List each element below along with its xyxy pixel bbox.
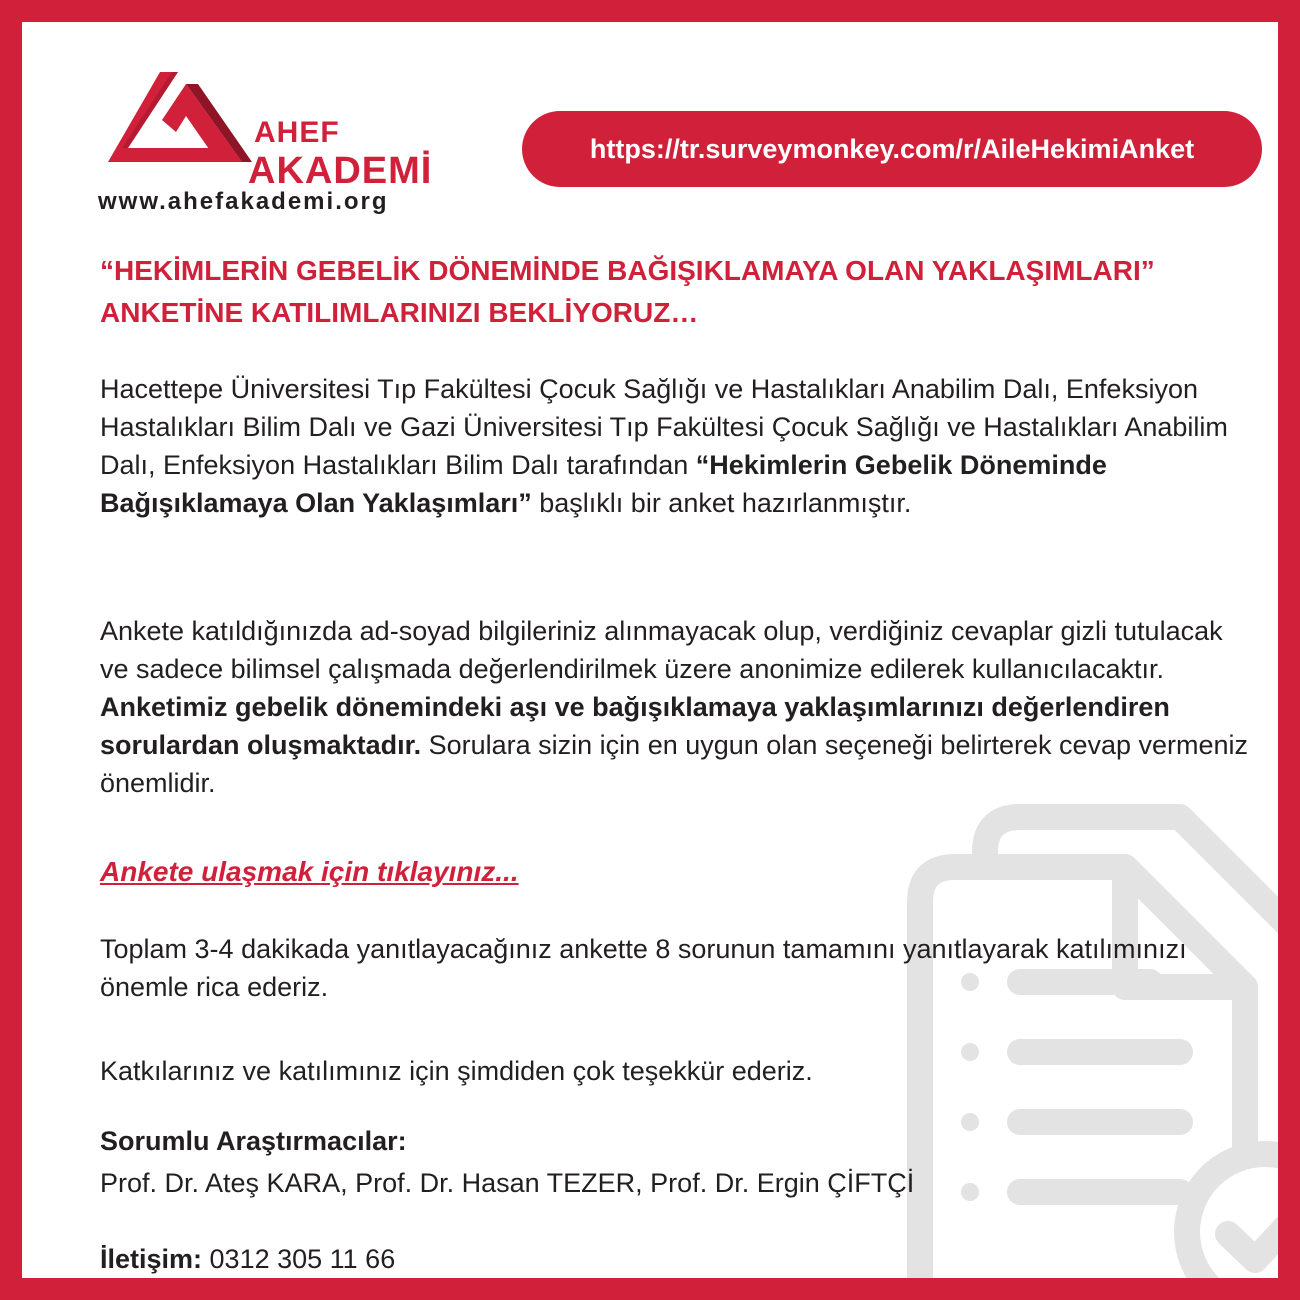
contact-phone[interactable]: 0312 305 11 66 xyxy=(202,1244,396,1274)
document-checklist-icon xyxy=(890,782,1300,1300)
thanks-paragraph: Katkılarınız ve katılımınız için şimdiden çok teşekkür ederiz. xyxy=(100,1056,813,1086)
researchers-names: Prof. Dr. Ateş KARA, Prof. Dr. Hasan TEZER, Prof. Dr. Ergin ÇİFTÇİ xyxy=(100,1168,915,1198)
survey-scope-bold: Anketimiz gebelik dönemindeki aşı ve bağışıklamaya yaklaşımlarınızı değerlendiren sorulardan oluşmaktadır. xyxy=(100,692,1170,760)
ahef-logo[interactable] xyxy=(102,70,433,192)
privacy-paragraph xyxy=(100,612,1250,802)
title-line-1: “HEKİMLERİN GEBELİK DÖNEMİNDE BAĞIŞIKLAMAYA OLAN YAKLAŞIMLARI” xyxy=(100,255,1155,286)
privacy-outro-text: Sorulara sizin için en uygun olan seçeneği belirterek cevap vermeniz önemlidir. xyxy=(100,730,1249,798)
intro-text: Hacettepe Üniversitesi Tıp Fakültesi Çocuk Sağlığı ve Hastalıkları Anabilim Dalı, Enfeksiyon Hastalıkları Bilim Dalı ve Gazi Üniversitesi Tıp Fakültesi Çocuk Sağlığı ve Hastalıkları Anabilim Dalı, Enfeksiyon Hastalıkları Bilim Dalı tarafından xyxy=(100,374,1228,480)
researchers-label: Sorumlu Araştırmacılar: xyxy=(100,1126,407,1156)
survey-name-bold: “Hekimlerin Gebelik Döneminde Bağışıklamaya Olan Yaklaşımları” xyxy=(100,450,1107,518)
title-line-2: ANKETİNE KATILIMLARINIZI BEKLİYORUZ… xyxy=(100,297,699,328)
site-url[interactable]: www.ahefakademi.org xyxy=(98,188,389,215)
survey-cta-link[interactable]: Ankete ulaşmak için tıklayınız... xyxy=(100,856,519,887)
logo-text-akademi: AKADEMİ xyxy=(248,150,433,192)
logo-text-ahef: AHEF xyxy=(254,116,340,149)
intro-paragraph xyxy=(100,370,1250,522)
contact-info xyxy=(100,1244,395,1275)
duration-paragraph: Toplam 3-4 dakikada yanıtlayacağınız ankette 8 sorunun tamamını yanıtlayarak katılımınızı önemle rica ederiz. xyxy=(100,934,1187,1002)
page-title xyxy=(100,250,1260,334)
survey-link-button[interactable]: https://tr.surveymonkey.com/r/AileHekimiAnket xyxy=(522,111,1262,187)
ahef-logo-mark xyxy=(102,70,252,170)
privacy-text: Ankete katıldığınızda ad-soyad bilgileriniz alınmayacak olup, verdiğiniz cevaplar gizli tutulacak ve sadece bilimsel çalışmada değerlendirilmek üzere anonimize edilerek kullanıcılacaktır. xyxy=(100,616,1223,684)
intro-outro-text: başlıklı bir anket hazırlanmıştır. xyxy=(531,488,912,518)
contact-label: İletişim: xyxy=(100,1244,203,1274)
